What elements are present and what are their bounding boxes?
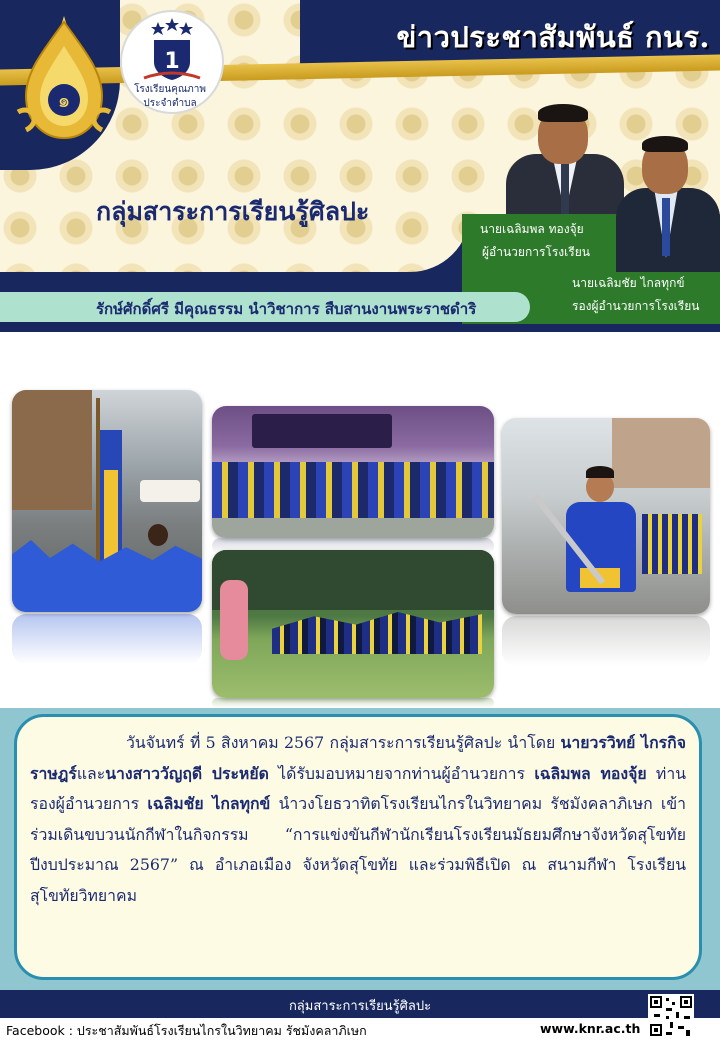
drum-major-photo xyxy=(502,418,710,614)
school-motto: รักษ์ศักดิ์ศรี มีคุณธรรม นำวิชาการ สืบสานงานพระราชดำริ xyxy=(96,300,477,318)
director-name-inline: เฉลิมพล ทองจุ้ย xyxy=(534,763,647,783)
director-role: ผู้อำนวยการโรงเรียน xyxy=(482,245,590,259)
qr-code-icon[interactable] xyxy=(648,994,694,1038)
article-text xyxy=(30,728,686,911)
facebook-link[interactable]: Facebook : ประชาสัมพันธ์โรงเรียนไกรในวิทยาคม รัชมังคลาภิเษก xyxy=(6,1023,367,1038)
star-shield-icon xyxy=(122,12,222,92)
director-name: นายเฉลิมพล ทองจุ้ย xyxy=(480,222,584,236)
band-field-photo-reflection xyxy=(212,698,494,708)
group-photo xyxy=(212,406,494,538)
royal-seal-icon xyxy=(12,12,116,144)
deputy-name-inline: เฉลิมชัย ไกลทุกข์ xyxy=(147,794,271,813)
deputy-director-photo xyxy=(614,132,720,272)
education-office: สำนักงานเขตพื้นที่การศึกษามัธยมศึกษาสุโขทัย xyxy=(478,371,710,385)
deputy-role: รองผู้อำนวยการโรงเรียน xyxy=(572,299,700,313)
website-link[interactable]: www.knr.ac.th xyxy=(540,1021,641,1036)
teacher-name-1: นายวรวิทย์ ไกรกิจราษฎร์ xyxy=(30,733,686,783)
director-photo xyxy=(500,92,630,214)
page-title: ข่าวประชาสัมพันธ์ กนร. xyxy=(396,20,710,54)
department-title: กลุ่มสาระการเรียนรู้ศิลปะ xyxy=(96,197,370,226)
drum-major-photo-reflection xyxy=(502,616,710,666)
article-and: และ xyxy=(76,763,106,783)
article-intro: วันจันทร์ ที่ 5 สิงหาคม 2567 กลุ่มสาระการเรียนรู้ศิลปะ นำโดย xyxy=(126,733,561,752)
article-deputy-label: ท่านรองผู้อำนวยการ xyxy=(30,763,686,813)
band-field-photo xyxy=(212,550,494,698)
logo-caption-line2: ประจำตำบล xyxy=(143,98,197,109)
article-assigned: ได้รับมอบหมายจากท่านผู้อำนวยการ xyxy=(268,763,535,783)
school-name: โรงเรียนไกรในวิทยาคม รัชมังคลาภิเษก xyxy=(437,344,710,363)
teacher-name-2: นางสาววัญฤดี ประหยัด xyxy=(105,763,269,783)
news-date: วันที่ 5 สิงหาคม 2567 xyxy=(130,352,266,368)
logo-caption-line1: โรงเรียนคุณภาพ xyxy=(134,84,206,95)
parade-photo-flag-reflection xyxy=(12,614,202,664)
svg-text:๑: ๑ xyxy=(57,88,71,112)
parade-photo-flag xyxy=(12,390,202,612)
article-detail: นำวงโยธวาทิตโรงเรียนไกรในวิทยาคม รัชมังคลาภิเษก เข้าร่วมเดินขบวนนักกีฬาในกิจกรรม “การแข่งขันกีฬานักเรียนโรงเรียนมัธยมศึกษาจังหวัดสุโขทัย ปีงบประมาณ 2567” ณ อำเภอเมือง จังหวัดสุโขทัย และร่วมพิธีเปิด ณ สนามกีฬา โรงเรียนสุโขทัยวิทยาคม xyxy=(30,794,686,905)
deputy-name: นายเฉลิมชัย ไกลทุกข์ xyxy=(572,276,685,290)
svg-text:1: 1 xyxy=(164,49,180,74)
footer-department: กลุ่มสาระการเรียนรู้ศิลปะ xyxy=(288,999,432,1014)
